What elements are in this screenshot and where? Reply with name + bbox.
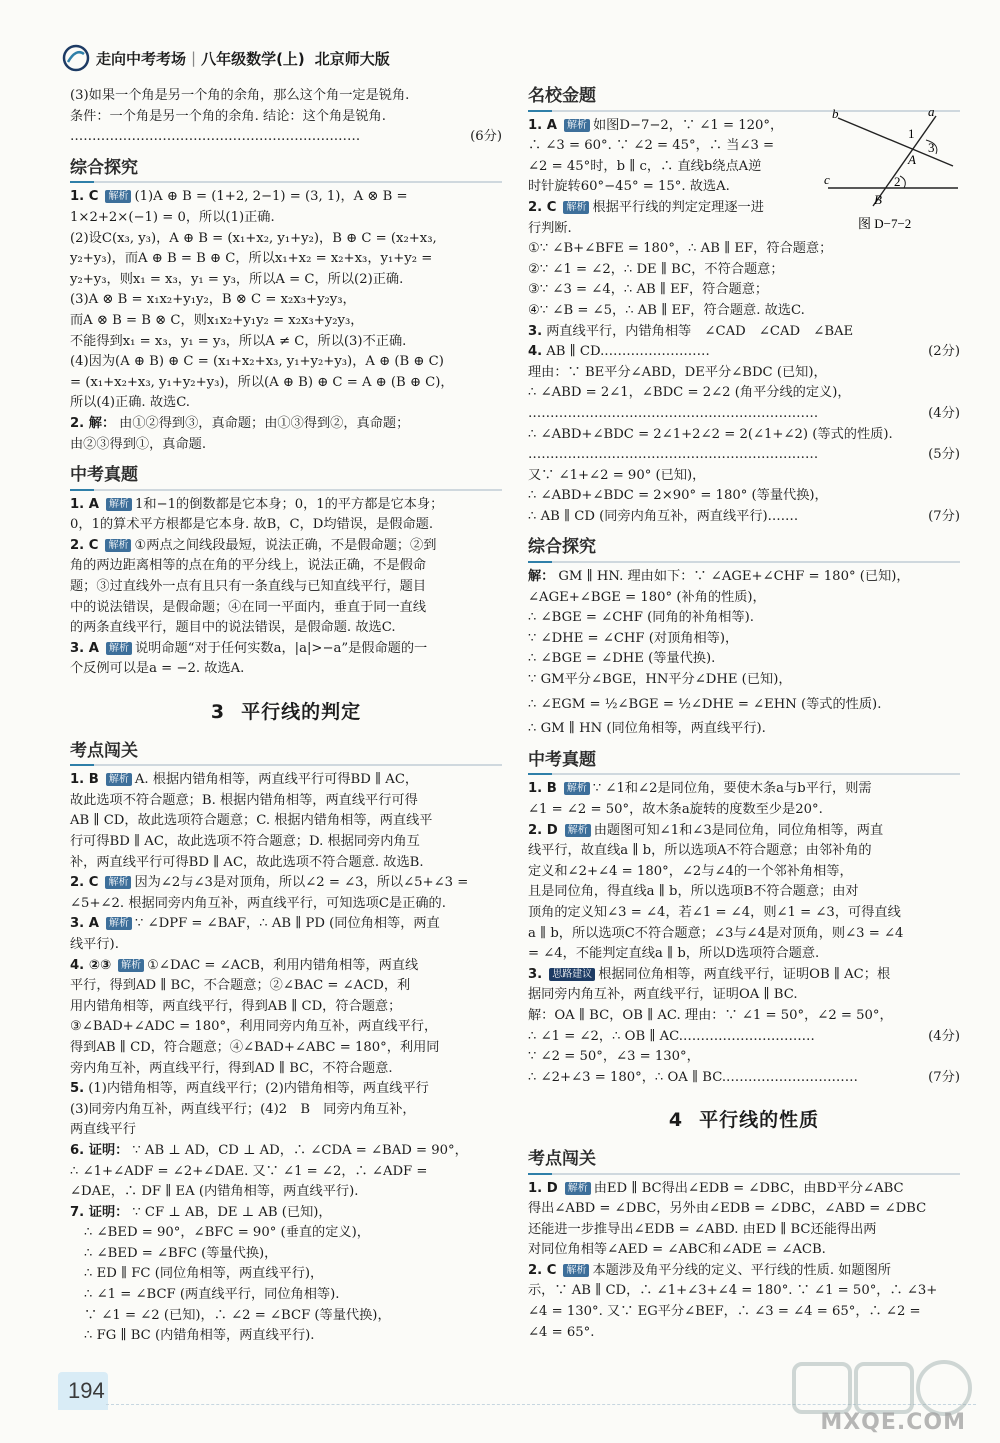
answer-line: ∴ ∠BED = ∠BFC (等量代换)，: [84, 1245, 278, 1261]
answer-line: 由②③得到①，真命题.: [70, 436, 207, 452]
answer-line: = ∠4，不能判定直线a ∥ b，所以D选项符合题意.: [528, 946, 820, 962]
label-2: 2: [894, 174, 901, 189]
question-number: 1. B: [528, 781, 557, 797]
book-logo-icon: [62, 44, 90, 72]
answer-line: 1×2+2×(−1) = 0，所以(1)正确.: [70, 209, 275, 225]
question-number: 3. A: [70, 640, 99, 656]
answer-item: 解： GM ∥ HN. 理由如下：∵ ∠AGE+∠CHF = 180° (已知)，: [528, 569, 910, 585]
answer-line: ∴ ∠3 = 60°. ∵ ∠2 = 45°，∴ 当∠3 =: [528, 138, 775, 154]
section-title: 名校金题: [528, 86, 960, 112]
answer-item: 2. 解： 由①②得到③，真命题；由①③得到②，真命题；: [70, 415, 410, 431]
answer-line: ∴ ∠2+∠3 = 180°，∴ OA ∥ BC.………………………… (7分): [528, 1068, 960, 1089]
angle-arc-2: [900, 176, 905, 188]
answer-line: ∴ ∠ABD = 2∠1，∠BDC = 2∠2 (角平分线的定义)，: [528, 385, 851, 401]
answer-line: ∠5+∠2. 根据同旁内角互补，两直线平行，可知选项C是正确的.: [70, 895, 446, 911]
hint-tag: 思路建议: [549, 968, 595, 981]
section-title: 考点闯关: [528, 1149, 960, 1175]
analysis-tag: 解析: [106, 773, 132, 786]
score: (7分): [928, 1069, 960, 1085]
answer-line: 题；③过直线外一点有且只有一条直线与已知直线平行，题目: [70, 579, 427, 595]
answer-line: ∴ ∠BGE = ∠CHF (同角的补角相等).: [528, 610, 754, 626]
question-number: 2. 解：: [70, 415, 116, 431]
question-number: 1. A: [528, 117, 557, 133]
answer-line: ∠2 = 45°时，b ∥ c，∴ 直线b绕点A逆: [528, 158, 762, 174]
question-number: 1. A: [70, 496, 99, 512]
answer-line: ∴ ED ∥ FC (同位角相等，两直线平行)，: [84, 1266, 324, 1282]
page-number: 194: [68, 1378, 105, 1403]
answer-line: 解：OA ∥ BC，OB ∥ AC. 理由：∵ ∠1 = 50°，∠2 = 50°，: [528, 1007, 893, 1023]
page-header: [62, 44, 390, 72]
answer-item: 2. C 解析 本题涉及角平分线的定义、平行线的性质. 如题图所: [528, 1262, 891, 1278]
question-number: 2. C: [528, 199, 557, 215]
answer-item: 1. C 解析 (1)A ⊕ B = (1+2, 2−1) = (3, 1)，A ⊗ B =: [70, 189, 408, 205]
answer-line: ………………………………………………………… (5分): [528, 445, 960, 466]
answer-line: 故此选项不符合题意；B. 根据内错角相等，两直线平行可得: [70, 792, 418, 808]
answer-line: ∴ GM ∥ HN (同位角相等，两直线平行).: [528, 721, 766, 737]
answer-line: 对同位角相等∠AED = ∠ABC和∠ADE = ∠ACB.: [528, 1242, 826, 1258]
answer-line: ∠4 = 130°. 又∵ EG平分∠BEF，∴ ∠3 = ∠4 = 65°，∴ ∠2 =: [528, 1304, 921, 1320]
answer-line: 还能进一步推导出∠EDB = ∠ABD. 由ED ∥ BC还能得出两: [528, 1221, 877, 1237]
answer-line: 示，∵ AB ∥ CD，∴ ∠1+∠3+∠4 = 180°. ∵ ∠1 = 50°，∴ ∠3+: [528, 1283, 938, 1299]
answer-line: 且是同位角，得直线a ∥ b，所以选项B不符合题意；由对: [528, 884, 859, 900]
score: (5分): [928, 447, 960, 463]
answer-item: 5. (1)内错角相等，两直线平行；(2)内错角相等，两直线平行: [70, 1081, 429, 1097]
answer-item: 3. A 解析 说明命题“对于任何实数a，|a|>−a”是假命题的一: [70, 640, 428, 656]
left-column: [70, 86, 502, 1347]
answer-line: 补，两直线平行可得BD ∥ AC，故此选项不符合题意. 故选B.: [70, 854, 424, 870]
answer-item: 2. D 解析 由题图可知∠1和∠3是同位角，同位角相等，两直: [528, 822, 884, 838]
question-number: 2. C: [528, 1262, 557, 1278]
answer-item: 1. B 解析 A. 根据内错角相等，两直线平行可得BD ∥ AC，: [70, 772, 419, 788]
answer-item: 1. A 解析 如图D−7−2，∵ ∠1 = 120°，: [528, 117, 784, 133]
score: (4分): [928, 405, 960, 421]
answer-line: 据同旁内角互补，两直线平行，证明OA ∥ BC.: [528, 987, 798, 1003]
answer-item: 3. A 解析 ∵ ∠DPF = ∠BAF，∴ AB ∥ PD (同位角相等，两直: [70, 916, 440, 932]
header-separator: |: [191, 49, 197, 67]
answer-line: ∠DAE，∴ DF ∥ EA (内错角相等，两直线平行).: [70, 1184, 359, 1200]
answer-line: (3)同旁内角互补，两直线平行；(4)2 B 同旁内角互补，: [70, 1101, 416, 1117]
figure-caption: 图 D−7−2: [858, 216, 912, 231]
answer-line: 0，1的算术平方根都是它本身. 故B，C，D均错误，是假命题.: [70, 517, 434, 533]
answer-line: ①∵ ∠B+∠BFE = 180°，∴ AB ∥ EF，符合题意；: [528, 241, 833, 257]
analysis-tag: 解析: [106, 498, 132, 511]
answer-line: ③∠BAD+∠ADC = 180°，利用同旁内角互补，两直线平行，: [70, 1019, 438, 1035]
answer-item: 1. A 解析 1和−1的倒数都是它本身；0，1的平方都是它本身；: [70, 496, 444, 512]
question-number: 1. D: [528, 1180, 558, 1196]
score: (4分): [928, 1028, 960, 1044]
series-title: 走向中考考场: [96, 49, 187, 68]
analysis-tag: 解析: [564, 782, 590, 795]
watermark-text: MXQE.COM: [820, 1410, 966, 1435]
grade-label: 八年级数学(上): [201, 49, 305, 68]
answer-line: ∠4 = 65°.: [528, 1324, 595, 1340]
answer-line: ………………………………………………………… (4分): [528, 404, 960, 425]
answer-line: 行可得BD ∥ AC，故此选项不符合题意；D. 根据同旁内角互: [70, 834, 420, 849]
question-number: 4.: [528, 344, 543, 360]
score: (2分): [928, 344, 960, 360]
answer-line: ∴ ∠BGE = ∠DHE (等量代换).: [528, 651, 716, 667]
answer-line: 时针旋转60°−45° = 15°. 故选A.: [528, 179, 730, 195]
analysis-tag: 解析: [106, 642, 132, 655]
intro-line: ………………………………………………………… (6分): [70, 127, 502, 148]
section-title: 考点闯关: [70, 741, 502, 767]
chapter-title: 3 平行线的判定: [210, 701, 362, 724]
line-b: [838, 118, 953, 166]
answer-line: ∴ ∠1 = ∠2，∴ OB ∥ AC.………………………… (4分): [528, 1027, 960, 1048]
answer-line: 两直线平行: [70, 1122, 136, 1138]
answer-item: 4. ②③ 解析 ①∠DAC = ∠ACB，利用内错角相等，两直线: [70, 957, 419, 973]
analysis-tag: 解析: [563, 1264, 589, 1277]
answer-line: ∠AGE+∠BGE = 180° (补角的性质)，: [528, 589, 766, 605]
question-number: 解：: [528, 569, 555, 585]
geometry-figure: [818, 106, 968, 236]
label-b: b: [832, 106, 839, 121]
analysis-tag: 解析: [563, 201, 589, 214]
label-3: 3: [928, 140, 935, 155]
answer-line: y₂+y₃)，而A ⊕ B = B ⊕ C，所以x₁+x₂ = x₂+x₃，y₁+y₂ =: [70, 251, 433, 267]
answer-line: 个反例可以是a = −2. 故选A.: [70, 661, 245, 677]
answer-item: 1. B 解析 ∵ ∠1和∠2是同位角，要使木条a与b平行，则需: [528, 781, 872, 797]
question-number: 3. A: [70, 916, 99, 932]
answer-line: 中的说法错误，是假命题；④在同一平面内，垂直于同一直线: [70, 599, 427, 615]
answer-line: 而A ⊗ B = B ⊗ C，则x₁x₂+y₁y₂ = x₂x₃+y₂y₃，: [70, 312, 364, 328]
answer-item: 4. AB ∥ CD.…………………… (2分): [528, 342, 960, 363]
label-B: B: [874, 192, 882, 207]
analysis-tag: 解析: [106, 917, 132, 930]
line-a: [873, 116, 936, 206]
answer-line: 得出∠ABD = ∠DBC，另外由∠EDB = ∠DBC，∠ABD = ∠DBC: [528, 1201, 927, 1217]
edition-label: 北京师大版: [314, 49, 390, 68]
chapter-title: 4 平行线的性质: [668, 1109, 820, 1132]
answer-line: ∴ ∠EGM = ½∠BGE = ½∠DHE = ∠EHN (等式的性质).: [528, 696, 882, 712]
label-a: a: [928, 106, 935, 119]
answer-line: ④∵ ∠B = ∠5，∴ AB ∥ EF，符合题意. 故选C.: [528, 302, 805, 318]
section-title: 综合探究: [528, 537, 960, 563]
answer-line: ∴ ∠ABD+∠BDC = 2∠1+2∠2 = 2(∠1+∠2) (等式的性质).: [528, 426, 893, 442]
answer-line: ∴ AB ∥ CD (同旁内角互补，两直线平行).…… (7分): [528, 507, 960, 528]
answer-line: 所以(4)正确. 故选C.: [70, 395, 191, 411]
answer-line: ∠1 = ∠2 = 50°，故木条a旋转的度数至少是20°.: [528, 802, 823, 817]
answer-line: 旁内角互补，两直线平行，得到AD ∥ BC，不符合题意.: [70, 1060, 393, 1076]
answer-line: 用内错角相等，两直线平行，得到AB ∥ CD，符合题意；: [70, 998, 402, 1014]
answer-line: 行判断.: [528, 220, 572, 236]
answer-line: ∴ ∠ABD+∠BDC = 2×90° = 180° (等量代换)，: [528, 488, 828, 504]
analysis-tag: 解析: [105, 190, 131, 203]
answer-line: (4)因为(A ⊕ B) ⊕ C = (x₁+x₂+x₃, y₁+y₂+y₃)，A ⊕ (B ⊕ C): [70, 354, 444, 370]
answer-line: 理由：∵ BE平分∠ABD，DE平分∠BDC (已知)，: [528, 364, 827, 380]
answer-line: 线平行，故直线a ∥ b，所以选项A不符合题意；由邻补角的: [528, 843, 872, 859]
label-c: c: [824, 172, 830, 187]
question-number: 7. 证明：: [70, 1204, 129, 1220]
analysis-tag: 解析: [118, 959, 144, 972]
answer-line: AB ∥ CD，故此选项符合题意；C. 根据内错角相等，两直线平: [70, 813, 433, 829]
answer-line: 不能得到x₁ = x₃，y₁ = y₃，所以A ≠ C，所以(3)不正确.: [70, 333, 407, 349]
answer-item: 1. D 解析 由ED ∥ BC得出∠EDB = ∠DBC，由BD平分∠ABC: [528, 1180, 904, 1196]
score: (7分): [928, 508, 960, 524]
answer-line: ∵ ∠1 = ∠2 (已知)，∴ ∠2 = ∠BCF (等量代换)，: [84, 1307, 391, 1323]
solution-label: 解：: [528, 1007, 555, 1023]
answer-line: 平行，得到AD ∥ BC，不合题意；②∠BAC = ∠ACD，利: [70, 978, 411, 994]
analysis-tag: 解析: [564, 119, 590, 132]
answer-line: 定义和∠2+∠4 = 180°，∠2与∠4的一个邻补角相等，: [528, 863, 853, 879]
question-number: 1. C: [70, 189, 99, 205]
answer-line: 又∵ ∠1+∠2 = 90° (已知)，: [528, 467, 706, 483]
section-title: 综合探究: [70, 158, 502, 184]
answer-item: 2. C 解析 根据平行线的判定定理逐一进: [528, 199, 764, 215]
answer-line: ∵ GM平分∠BGE，HN平分∠DHE (已知)，: [528, 672, 792, 688]
analysis-tag: 解析: [105, 876, 131, 889]
answer-item: 6. 证明： ∵ AB ⊥ AD，CD ⊥ AD，∴ ∠CDA = ∠BAD = 90°，: [70, 1142, 468, 1158]
answer-line: ∴ ∠1+∠ADF = ∠2+∠DAE. 又∵ ∠1 = ∠2，∴ ∠ADF =: [70, 1163, 428, 1179]
answer-line: 线平行).: [70, 936, 119, 952]
answer-item: 3. 思路建议 根据同位角相等，两直线平行，证明OB ∥ AC；根: [528, 966, 891, 982]
question-number: 6. 证明：: [70, 1142, 129, 1158]
answer-line: (2)设C(x₃, y₃)，A ⊕ B = (x₁+x₂, y₁+y₂)，B ⊕ C = (x₂+x₃,: [70, 230, 437, 246]
analysis-tag: 解析: [565, 824, 591, 837]
answer-item: 7. 证明： ∵ CF ⊥ AB，DE ⊥ AB (已知)，: [70, 1204, 332, 1220]
question-number: 3.: [528, 323, 543, 339]
intro-line: (3)如果一个角是另一个角的余角，那么这个角一定是锐角.: [70, 88, 410, 103]
question-number: 5.: [70, 1081, 85, 1097]
answer-line: ②∵ ∠1 = ∠2，∴ DE ∥ BC，不符合题意；: [528, 261, 784, 277]
label-A: A: [908, 152, 916, 167]
intro-line: 条件：一个角是另一个角的余角. 结论：这个角是锐角.: [70, 108, 386, 124]
answer-line: = (x₁+x₂+x₃, y₁+y₂+y₃)，所以(A ⊕ B) ⊕ C = A ⊕ (B ⊕ C)，: [70, 374, 454, 390]
answer-line: 顶角的定义知∠3 = ∠4，若∠1 = ∠4，则∠1 = ∠3，可得直线: [528, 904, 901, 920]
answer-line: y₂+y₃，则x₁ = x₃，y₁ = y₃，所以A = C，所以(2)正确.: [70, 271, 404, 287]
answer-item: 2. C 解析 因为∠2与∠3是对顶角，所以∠2 = ∠3，所以∠5+∠3 =: [70, 875, 469, 891]
score: (6分): [470, 129, 502, 145]
right-column: [528, 86, 960, 1343]
answer-line: ∴ ∠BED = 90°，∠BFC = 90° (垂直的定义)，: [84, 1225, 370, 1241]
analysis-tag: 解析: [105, 539, 131, 552]
label-1: 1: [908, 126, 915, 141]
question-number: 2. C: [70, 875, 99, 891]
answer-line: 得到AB ∥ CD，符合题意；④∠BAD+∠ABC = 180°，利用同: [70, 1039, 440, 1055]
answer-item: 2. C 解析 ①两点之间线段最短，说法正确，不是假命题；②到: [70, 537, 437, 553]
question-number: 2. C: [70, 537, 99, 553]
section-title: 中考真题: [70, 465, 502, 491]
answer-item: 3. 两直线平行，内错角相等 ∠CAD ∠CAD ∠BAE: [528, 323, 854, 339]
answer-line: ∴ ∠1 = ∠BCF (两直线平行，同位角相等).: [84, 1287, 340, 1303]
answer-line: ∵ ∠2 = 50°，∠3 = 130°，: [528, 1049, 700, 1065]
answer-line: ∵ ∠DHE = ∠CHF (对顶角相等)，: [528, 630, 739, 646]
section-title: 中考真题: [528, 750, 960, 776]
answer-line: 的两条直线平行，题目中的说法错误，是假命题. 故选C.: [70, 620, 396, 636]
answer-line: (3)A ⊗ B = x₁x₂+y₁y₂，B ⊗ C = x₂x₃+y₂y₃，: [70, 292, 356, 308]
analysis-tag: 解析: [565, 1182, 591, 1195]
answer-line: ∴ FG ∥ BC (内错角相等，两直线平行).: [84, 1328, 315, 1344]
question-number: 2. D: [528, 822, 558, 838]
answer-line: ③∵ ∠3 = ∠4，∴ AB ∥ EF，符合题意；: [528, 282, 769, 298]
answer-line: a ∥ b，所以选项C不符合题意；∠3与∠4是对顶角，则∠3 = ∠4: [528, 925, 904, 941]
question-number: 4. ②③: [70, 957, 112, 973]
answer-line: 角的两边距离相等的点在角的平分线上，说法正确，不是假命: [70, 558, 427, 574]
question-number: 3.: [528, 966, 543, 982]
question-number: 1. B: [70, 772, 99, 788]
